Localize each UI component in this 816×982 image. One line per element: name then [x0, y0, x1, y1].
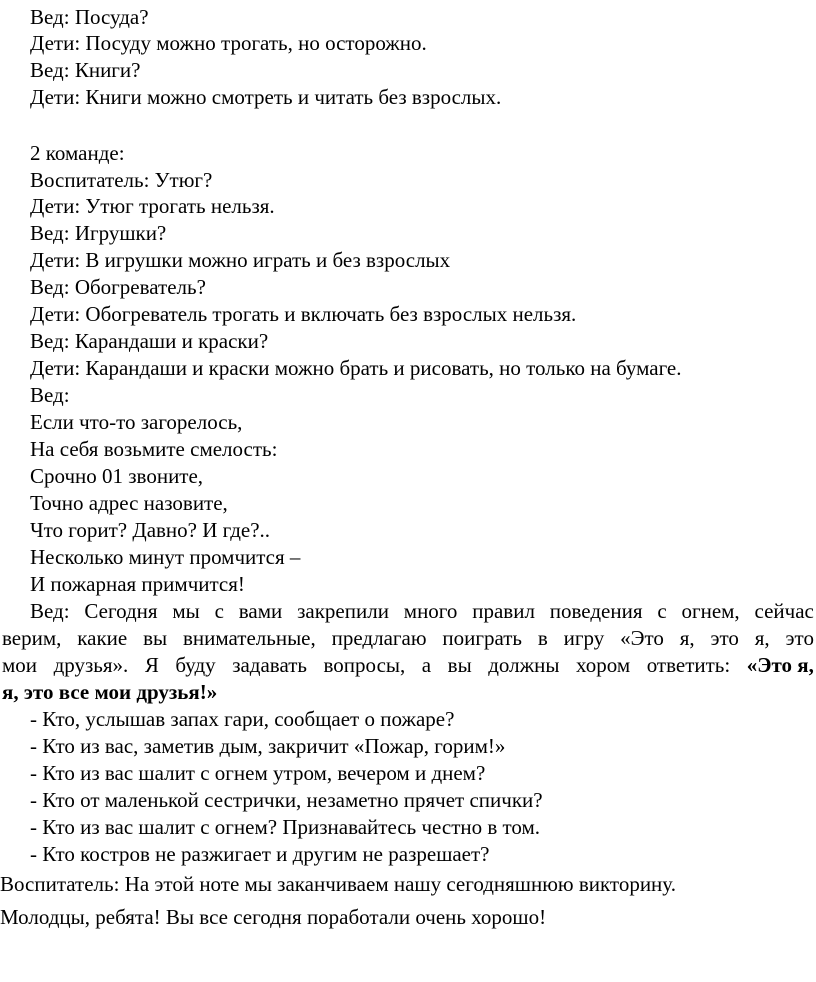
word: Вед: — [30, 599, 70, 623]
dialogue-line: Вед: Посуда? — [30, 5, 149, 29]
word: много — [403, 599, 458, 623]
closing-line: Молодцы, ребята! Вы все сегодня поработали очень хорошо! — [0, 905, 547, 929]
word: закрепили — [297, 599, 389, 623]
dialogue-line: Вед: Книги? — [30, 58, 141, 82]
word: в — [537, 626, 548, 650]
closing-line: Воспитатель: На этой ноте мы заканчиваем нашу сегодняшнюю викторину. — [0, 872, 676, 896]
word: это — [710, 626, 739, 650]
word: вы — [143, 626, 168, 650]
word: вопросы, — [323, 653, 406, 677]
poem-line: Что горит? Давно? И где?.. — [30, 518, 271, 542]
dialogue-line: Дети: Посуду можно трогать, но осторожно. — [30, 31, 427, 55]
word: поиграть — [442, 626, 522, 650]
poem-line: Точно адрес назовите, — [30, 491, 228, 515]
dialogue-line: Дети: В игрушки можно играть и без взрослых — [30, 248, 451, 272]
question-item: - Кто, услышав запах гари, сообщает о пожаре? — [30, 707, 455, 731]
word: Я — [144, 653, 159, 677]
word: я, — [679, 626, 695, 650]
word: должны — [488, 653, 560, 677]
poem-line: На себя возьмите смелость: — [30, 437, 278, 461]
dialogue-line: Дети: Книги можно смотреть и читать без взрослых. — [30, 85, 502, 109]
dialogue-line: Вед: Карандаши и краски? — [30, 329, 269, 353]
paragraph-line — [2, 652, 814, 678]
poem-line: Если что-то загорелось, — [30, 410, 243, 434]
word: игру — [563, 626, 605, 650]
dialogue-line: Вед: — [30, 383, 70, 407]
word: это — [785, 626, 814, 650]
dialogue-line: Вед: Обогреватель? — [30, 275, 206, 299]
word: «Это — [620, 626, 664, 650]
question-item: - Кто костров не разжигает и другим не разрешает? — [30, 842, 490, 866]
word: сейчас — [754, 599, 814, 623]
word: друзья». — [53, 653, 129, 677]
word: я, — [754, 626, 770, 650]
game-name-bold: я, это все мои друзья!» — [2, 680, 218, 704]
section-heading: 2 команде: — [30, 141, 125, 165]
question-item: - Кто из вас шалит с огнем утром, вечером и днем? — [30, 761, 486, 785]
word: буду — [175, 653, 216, 677]
paragraph-line — [30, 598, 814, 624]
word: мои — [2, 653, 38, 677]
word: правил — [472, 599, 535, 623]
question-item: - Кто из вас, заметив дым, закричит «Пожар, горим!» — [30, 734, 506, 758]
dialogue-line: Дети: Обогреватель трогать и включать без взрослых нельзя. — [30, 302, 577, 326]
word: Сегодня — [84, 599, 158, 623]
dialogue-line: Воспитатель: Утюг? — [30, 168, 213, 192]
word: огнем, — [681, 599, 740, 623]
dialogue-line: Дети: Карандаши и краски можно брать и рисовать, но только на бумаге. — [30, 356, 682, 380]
game-name-bold: «Это я, — [746, 653, 814, 677]
word: ответить: — [646, 653, 731, 677]
word: вами — [238, 599, 283, 623]
word: предлагаю — [331, 626, 427, 650]
dialogue-line: Вед: Игрушки? — [30, 221, 167, 245]
question-item: - Кто от маленькой сестрички, незаметно прячет спички? — [30, 788, 543, 812]
paragraph-line — [2, 625, 814, 651]
word: с — [214, 599, 224, 623]
word: какие — [77, 626, 128, 650]
dialogue-line: Дети: Утюг трогать нельзя. — [30, 194, 275, 218]
poem-line: И пожарная примчится! — [30, 572, 245, 596]
word: мы — [172, 599, 200, 623]
word: поведения — [549, 599, 643, 623]
word: хором — [576, 653, 631, 677]
poem-line: Несколько минут промчится – — [30, 545, 301, 569]
question-item: - Кто из вас шалит с огнем? Признавайтесь честно в том. — [30, 815, 541, 839]
word: задавать — [232, 653, 307, 677]
word: с — [657, 599, 667, 623]
poem-line: Срочно 01 звоните, — [30, 464, 204, 488]
word: а — [421, 653, 432, 677]
word: внимательные, — [182, 626, 316, 650]
word: вы — [447, 653, 472, 677]
word: верим, — [2, 626, 62, 650]
